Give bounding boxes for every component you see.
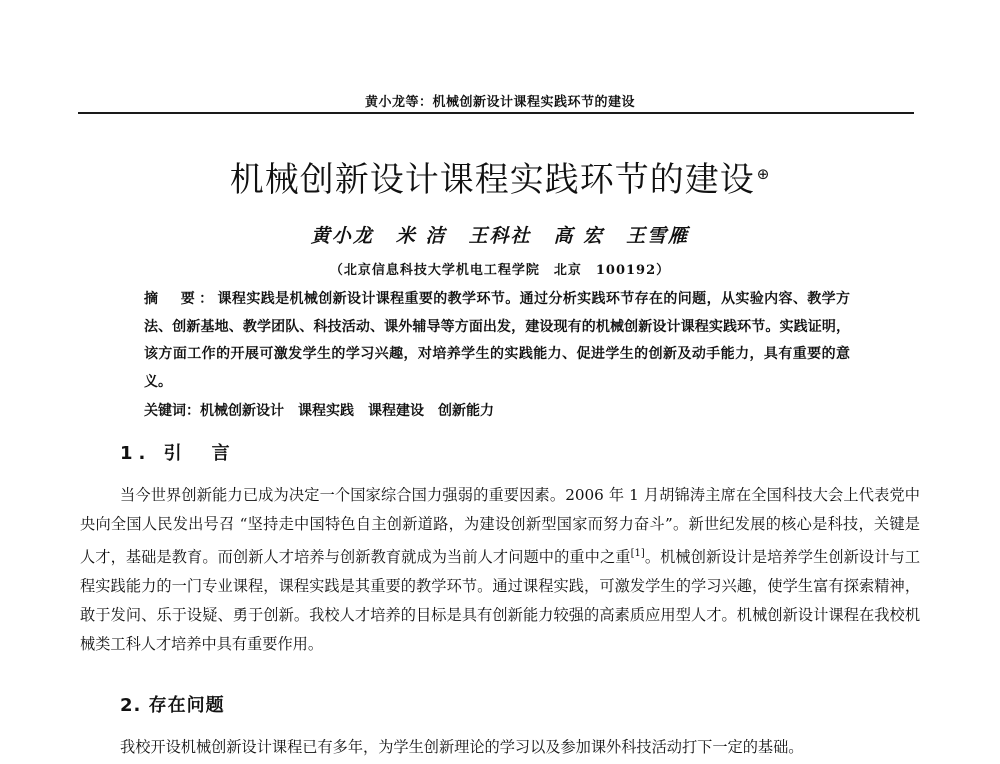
keyword: 课程实践 bbox=[298, 403, 354, 419]
section-heading-introduction: 1. 引 言 bbox=[120, 443, 236, 464]
keywords-label: 关键词： bbox=[144, 403, 200, 419]
author-name: 高 宏 bbox=[553, 225, 605, 247]
abstract-text: 课程实践是机械创新设计课程重要的教学环节。通过分析实践环节存在的问题，从实验内容、教学方法、创新基地、教学团队、科技活动、课外辅导等方面出发，建设现有的机械创新设计课程实践环节。实践证明，该方面工作的开展可激发学生的学习兴趣，对培养学生的实践能力、促进学生的创新及动手能力，具有重要的意义。 bbox=[144, 291, 851, 390]
keywords bbox=[144, 398, 850, 425]
body-paragraph-introduction bbox=[80, 481, 920, 659]
affiliation: （北京信息科技大学机电工程学院 北京 100192） bbox=[329, 263, 671, 278]
title-footnote-mark: ⊕ bbox=[756, 165, 771, 183]
author-list bbox=[0, 221, 1000, 248]
keyword: 机械创新设计 bbox=[200, 403, 284, 419]
paper-title bbox=[0, 160, 1000, 200]
abstract bbox=[144, 286, 850, 396]
author-name: 王科社 bbox=[468, 225, 532, 247]
section-heading-problems: 2. 存在问题 bbox=[120, 695, 225, 716]
author-name: 黄小龙 bbox=[310, 225, 374, 247]
citation-ref: [1] bbox=[630, 548, 645, 559]
author-name: 米 洁 bbox=[395, 225, 447, 247]
header-rule bbox=[78, 112, 914, 114]
title-text: 机械创新设计课程实践环节的建设 bbox=[229, 160, 755, 200]
paragraph-text: 当今世界创新能力已成为决定一个国家综合国力强弱的重要因素。2006 年 1 月胡锦涛主席在全国科技大会上代表党中央向全国人民发出号召 “坚持走中国特色自主创新道路，为建设创新型国家而努力奋斗”。新世纪发展的核心是科技，关键是人才，基础是教育。而创新人才培养与创新教育就成为当前人才问题中的重中之重 bbox=[80, 486, 920, 567]
body-paragraph-problems: 我校开设机械创新设计课程已有多年，为学生创新理论的学习以及参加课外科技活动打下一定的基础。 bbox=[120, 738, 804, 756]
keyword: 课程建设 bbox=[368, 403, 424, 419]
running-header: 黄小龙等：机械创新设计课程实践环节的建设 bbox=[364, 95, 635, 110]
author-name: 王雪雁 bbox=[626, 225, 690, 247]
abstract-label: 摘 要： bbox=[144, 291, 218, 307]
keyword: 创新能力 bbox=[438, 403, 494, 419]
paragraph-text: 。机械创新设计是培养学生创新设计与工程实践能力的一门专业课程，课程实践是其重要的教学环节。通过课程实践，可激发学生的学习兴趣，使学生富有探索精神，敢于发问、乐于设疑、勇于创新。我校人才培养的目标是具有创新能力较强的高素质应用型人才。机械创新设计课程在我校机械类工科人才培养中具有重要作用。 bbox=[80, 548, 921, 654]
